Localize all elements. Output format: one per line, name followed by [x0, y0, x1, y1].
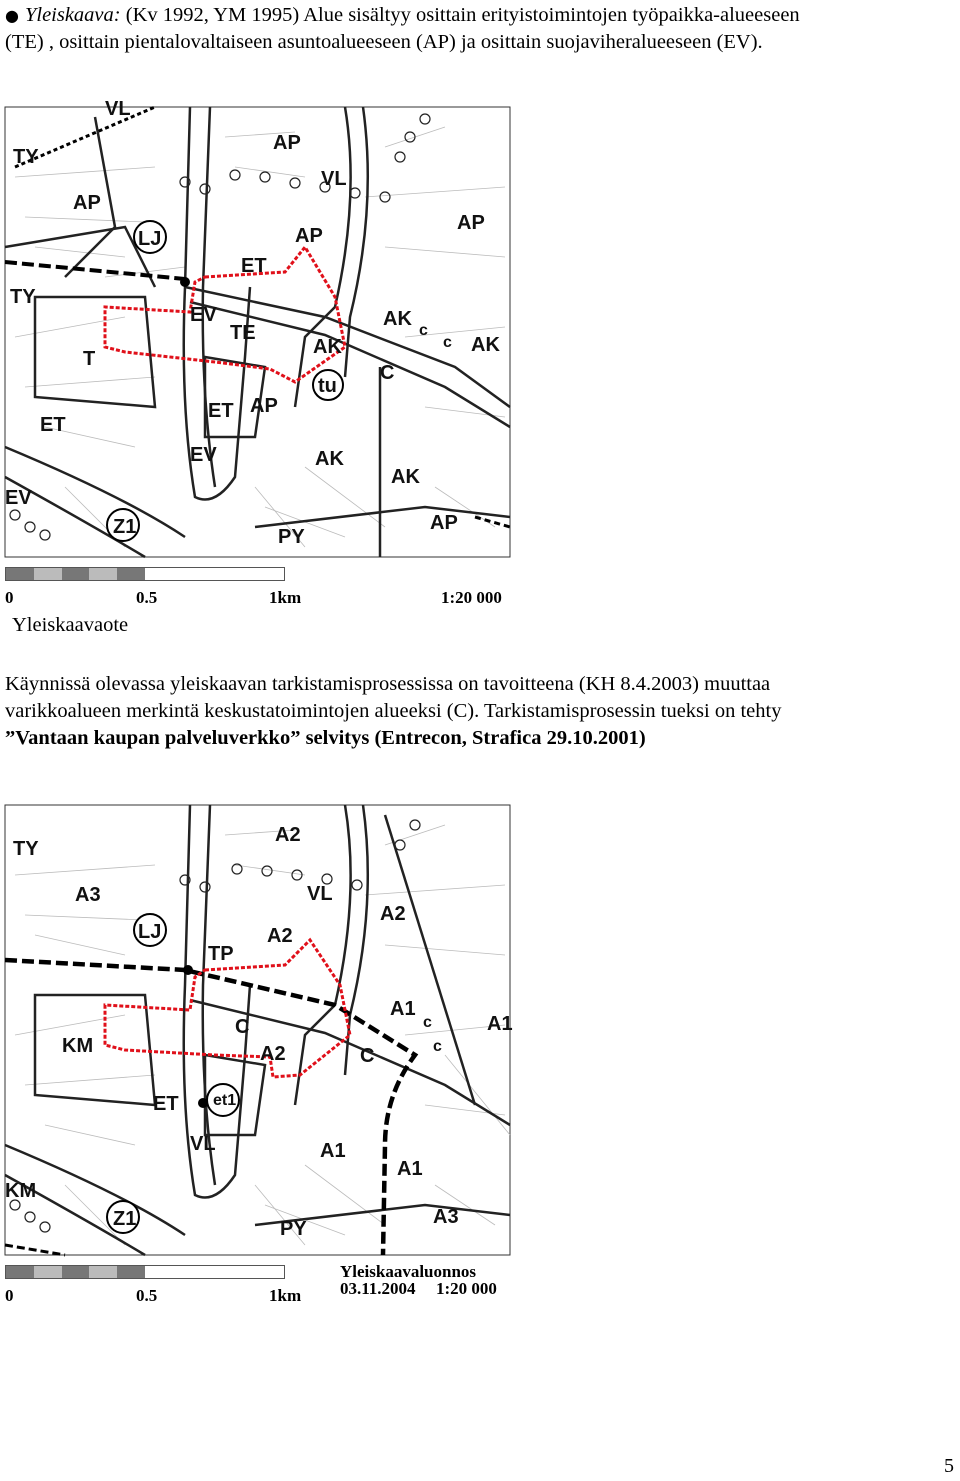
map1-zone-label: ET — [208, 400, 234, 422]
map2-zone-label: LJ — [138, 921, 162, 943]
map1-zone-label: TY — [10, 286, 36, 308]
scale-bar-2 — [5, 1265, 285, 1279]
map2-zone-label: KM — [62, 1035, 94, 1057]
map2-zone-label: VL — [307, 883, 333, 905]
scale2-ratio: 1:20 000 — [436, 1279, 497, 1298]
map2-zone-label: A2 — [260, 1043, 286, 1065]
map2-zone-label: A2 — [380, 903, 406, 925]
scale2-title: Yleiskaavaluonnos — [340, 1262, 477, 1281]
map1-zone-label: TY — [13, 146, 39, 168]
scale1-ratio: 1:20 000 — [441, 588, 502, 607]
mid-line1: Käynnissä olevassa yleiskaavan tarkistamisprosessissa on tavoitteena (KH 8.4.2003) muuttaa — [5, 673, 771, 695]
map1-zone-label: c — [419, 322, 428, 339]
map1-zone-label: ET — [241, 255, 267, 277]
map2-zone-label: A3 — [75, 884, 101, 906]
map2-zone-label: ET — [153, 1093, 179, 1115]
map1-zone-label: EV — [190, 444, 217, 466]
map1-zone-label: AP — [273, 132, 301, 154]
map2-zone-label: A1 — [397, 1158, 423, 1180]
intro-paragraph — [5, 2, 955, 56]
map1-zone-label: tu — [318, 375, 337, 397]
map1-zone-label: ET — [40, 414, 66, 436]
intro-line2: (TE) , osittain pientalovaltaiseen asuntoalueeseen (AP) ja osittain suojaviheralueeseen (EV). — [5, 31, 763, 53]
map1-zone-label: AK — [383, 308, 412, 330]
mid-paragraph — [5, 671, 955, 752]
scale1-zero: 0 — [5, 588, 14, 607]
scale-bar-1 — [5, 567, 285, 581]
scale2-zero: 0 — [5, 1286, 14, 1305]
yleiskaava-map — [5, 98, 510, 557]
map1-zone-label: c — [443, 334, 452, 351]
scale1-one: 1km — [269, 588, 302, 607]
map2-zone-label: A1 — [320, 1140, 346, 1162]
map1-zone-label: Z1 — [113, 516, 137, 538]
map1-zone-label: AK — [315, 448, 344, 470]
map1-zone-label: TE — [230, 322, 256, 344]
map2-zone-label: A1 — [487, 1013, 513, 1035]
map1-zone-label: PY — [278, 526, 305, 548]
scale2-half: 0.5 — [136, 1286, 158, 1305]
map2-zone-label: c — [433, 1038, 442, 1055]
intro-lead: Yleiskaava: — [24, 4, 121, 26]
mid-line3: ”Vantaan kaupan palveluverkko” selvitys (Entrecon, Strafica 29.10.2001) — [5, 727, 646, 749]
map1-caption: Yleiskaavaote — [12, 614, 129, 636]
map1-zone-label: EV — [5, 487, 32, 509]
bullet-icon: ● — [5, 6, 19, 25]
mid-line2: varikkoalueen merkintä keskustatoimintojen alueeksi (C). Tarkistamisprosessin tueksi on tehty — [5, 700, 782, 722]
map1-zone-label: AP — [430, 512, 458, 534]
map1-zone-label: VL — [321, 168, 347, 190]
map1-zone-label: EV — [190, 304, 217, 326]
map2-zone-label: KM — [5, 1180, 37, 1202]
intro-line1: (Kv 1992, YM 1995) Alue sisältyy osittain erityistoimintojen työpaikka-alueeseen — [120, 4, 800, 26]
map1-zone-label: AK — [471, 334, 500, 356]
map2-zone-label: VL — [190, 1133, 216, 1155]
scale2-date: 03.11.2004 — [340, 1279, 416, 1298]
map1-zone-label: VL — [105, 98, 131, 120]
map1-zone-label: C — [380, 362, 395, 384]
map2-zone-label: Z1 — [113, 1208, 137, 1230]
map1-zone-label: AK — [391, 466, 420, 488]
scale2-one: 1km — [269, 1286, 302, 1305]
map2-zone-label: TY — [13, 838, 39, 860]
map2-zone-label: A1 — [390, 998, 416, 1020]
page-number: 5 — [944, 1455, 954, 1477]
map2-zone-label: TP — [208, 943, 234, 965]
map1-zone-label: AP — [295, 225, 323, 247]
map1-zone-label: T — [83, 348, 96, 370]
map1-zone-label: AK — [313, 336, 342, 358]
scale1-half: 0.5 — [136, 588, 158, 607]
map2-zone-label: C — [235, 1016, 250, 1038]
map1-svg — [5, 98, 510, 557]
map2-zone-label: PY — [280, 1218, 307, 1240]
map1-zone-label: LJ — [138, 228, 162, 250]
map2-zone-label: A2 — [267, 925, 293, 947]
map2-zone-label: c — [423, 1014, 432, 1031]
map2-zone-label: A3 — [433, 1206, 459, 1228]
map2-zone-label: et1 — [213, 1092, 237, 1109]
map2-zone-label: C — [360, 1045, 375, 1067]
map2-svg — [5, 805, 513, 1255]
map1-zone-label: AP — [73, 192, 101, 214]
map2-zone-label: A2 — [275, 824, 301, 846]
yleiskaavaluonnos-map — [5, 805, 513, 1255]
map1-zone-label: AP — [457, 212, 485, 234]
map1-zone-label: AP — [250, 395, 278, 417]
